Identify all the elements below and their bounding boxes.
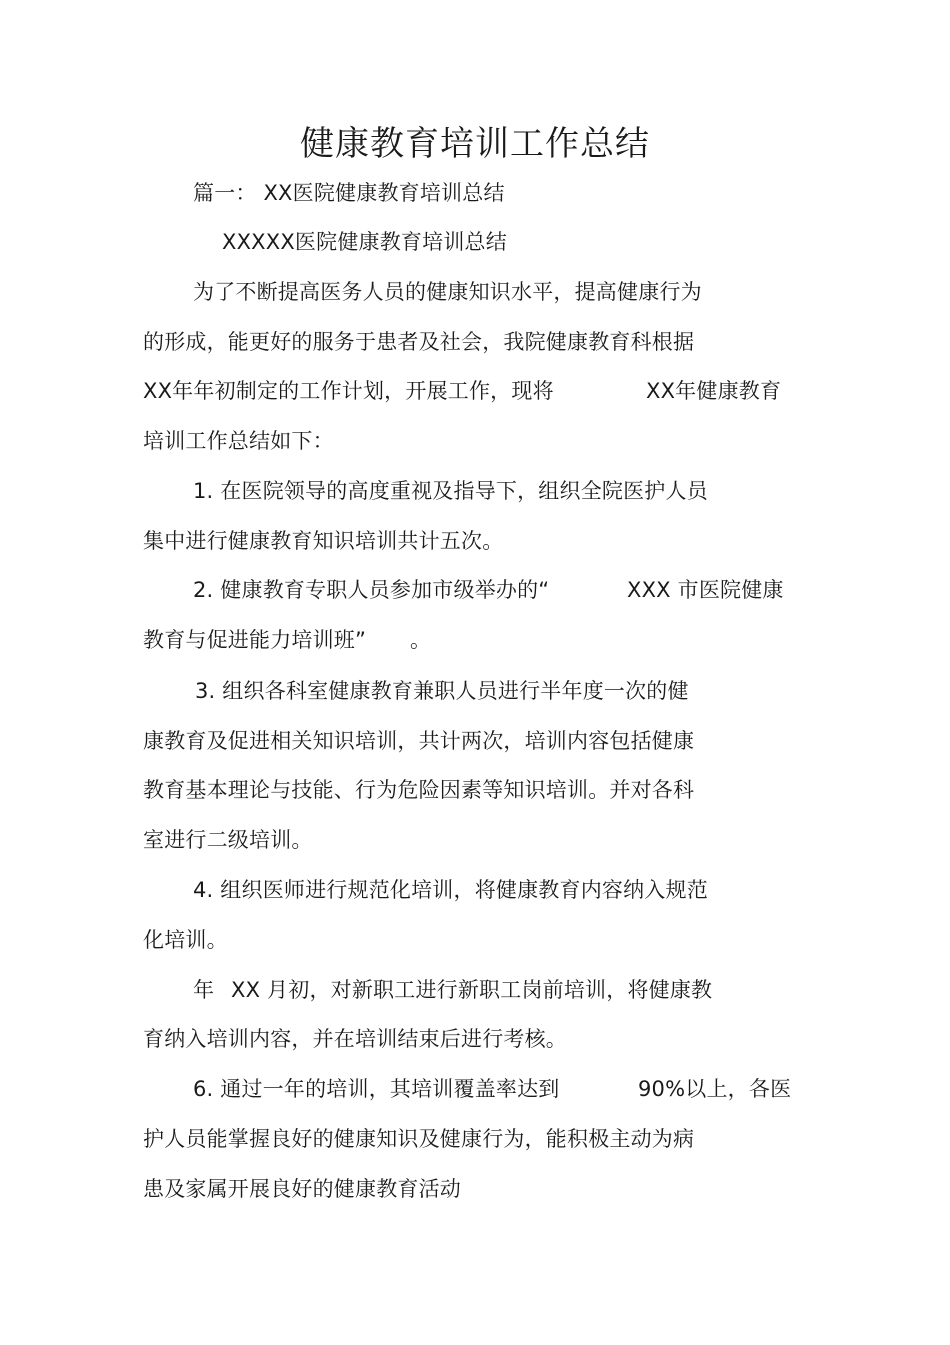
paragraph-line: XX年年初制定的工作计划，开展工作，现将 (143, 379, 554, 403)
document-title: 健康教育培训工作总结 (300, 124, 650, 164)
list-item-2-fragment: XXX 市医院健康 (627, 578, 784, 602)
list-item-4-line: 4. 组织医师进行规范化培训，将健康教育内容纳入规范 (193, 878, 708, 902)
list-item-6-fragment: 90%以上，各医 (638, 1077, 792, 1101)
list-item-1-line: 1. 在医院领导的高度重视及指导下，组织全院医护人员 (193, 479, 708, 503)
paragraph-line: 培训工作总结如下： (143, 429, 334, 453)
paragraph-line: 为了不断提高医务人员的健康知识水平，提高健康行为 (193, 280, 702, 304)
list-item-6-line: 6. 通过一年的培训，其培训覆盖率达到 (193, 1077, 560, 1101)
list-item-3-line: 室进行二级培训。 (143, 828, 313, 852)
list-item-1-line: 集中进行健康教育知识培训共计五次。 (143, 529, 504, 553)
list-item-2-fragment: 。 (410, 628, 432, 652)
list-item-5-line: 育纳入培训内容，并在培训结束后进行考核。 (143, 1027, 567, 1051)
list-item-4-line: 化培训。 (143, 928, 228, 952)
list-item-2-line: 教育与促进能力培训班” (143, 628, 367, 652)
subtitle-article-one: 篇一： XX医院健康教育培训总结 (193, 181, 505, 205)
list-item-5-line: XX 月初，对新职工进行新职工岗前培训，将健康教 (231, 978, 713, 1002)
paragraph-line-fragment: XX年健康教育 (646, 379, 782, 403)
list-item-6-line: 患及家属开展良好的健康教育活动 (143, 1177, 461, 1201)
list-item-6-line: 护人员能掌握良好的健康知识及健康行为，能积极主动为病 (143, 1127, 695, 1151)
list-item-3-line: 3. 组织各科室健康教育兼职人员进行半年度一次的健 (195, 679, 689, 703)
paragraph-line: 的形成，能更好的服务于患者及社会，我院健康教育科根据 (143, 330, 695, 354)
list-item-3-line: 教育基本理论与技能、行为危险因素等知识培训。并对各科 (143, 778, 695, 802)
list-item-3-line: 康教育及促进相关知识培训，共计两次，培训内容包括健康 (143, 729, 695, 753)
list-item-5-fragment: 年 (193, 978, 215, 1002)
subtitle-hospital-summary: XXXXX医院健康教育培训总结 (222, 230, 507, 254)
list-item-2-line: 2. 健康教育专职人员参加市级举办的“ (193, 578, 550, 602)
